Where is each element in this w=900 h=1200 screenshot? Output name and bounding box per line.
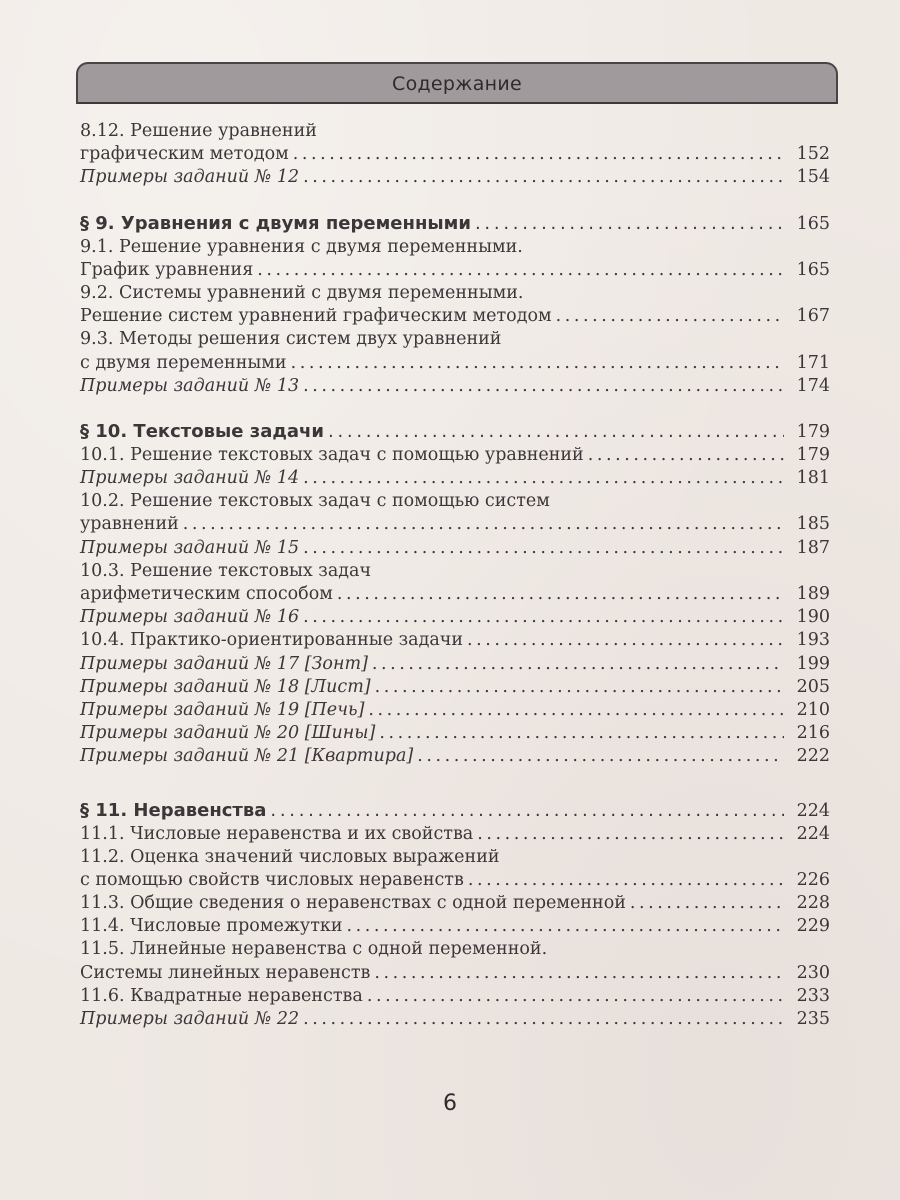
toc-entry <box>80 629 830 652</box>
dot-leader <box>303 166 784 189</box>
dot-leader <box>293 143 784 166</box>
toc-entry-label: арифметическим способом <box>80 584 333 604</box>
dot-leader <box>467 629 784 652</box>
toc-section-heading <box>80 419 830 444</box>
toc-entry-label: Примеры заданий № 15 <box>80 537 300 558</box>
dot-leader <box>303 606 784 629</box>
dot-leader <box>374 962 784 985</box>
toc-entry-label: 8.12. Решение уравнений <box>80 121 317 141</box>
toc-entry-label: Примеры заданий № 19 [Печь] <box>80 699 365 720</box>
toc-entry-label: § 9. Уравнения с двумя переменными <box>80 212 471 234</box>
toc-page-number: 193 <box>796 630 830 651</box>
toc-page-number: 222 <box>796 746 830 767</box>
toc-entry-label: § 10. Текстовые задачи <box>80 420 324 442</box>
toc-page-number: 181 <box>796 468 830 489</box>
toc-entry-label: с двумя переменными <box>80 352 287 373</box>
dot-leader <box>303 375 784 398</box>
toc-page-number: 226 <box>796 869 830 890</box>
toc-entry-label: 11.5. Линейные неравенства с одной переменной. <box>80 939 548 960</box>
dot-leader <box>303 467 784 490</box>
toc-entry-label: уравнений <box>80 514 179 535</box>
toc-page-number: 199 <box>796 653 830 674</box>
dot-leader <box>257 259 784 282</box>
toc-entry-label: Примеры заданий № 13 <box>80 375 300 396</box>
toc-page-number: 235 <box>796 1009 830 1029</box>
dot-leader <box>468 869 784 892</box>
toc-entry-label: График уравнения <box>80 259 254 280</box>
toc-page-number: 230 <box>796 962 830 983</box>
table-of-contents <box>80 120 830 1031</box>
dot-leader <box>303 1008 784 1031</box>
section-spacer <box>80 398 830 419</box>
toc-entry-label: Примеры заданий № 20 [Шины] <box>80 723 376 744</box>
toc-entry <box>80 467 830 490</box>
toc-entry <box>80 915 830 938</box>
toc-entry-label: 11.4. Числовые промежутки <box>80 916 343 937</box>
toc-page-number: 189 <box>796 584 830 604</box>
toc-entry <box>80 444 830 467</box>
toc-entry <box>80 676 830 699</box>
toc-entry-label: 11.3. Общие сведения о неравенствах с одной переменной <box>80 893 626 914</box>
toc-entry-label: 9.3. Методы решения систем двух уравнений <box>80 329 502 350</box>
dot-leader <box>368 699 784 722</box>
toc-entry-label: 10.4. Практико-ориентированные задачи <box>80 630 464 651</box>
dot-leader <box>588 444 784 467</box>
toc-entry-line <box>80 282 830 305</box>
toc-page-number: 185 <box>796 514 830 535</box>
toc-entry-label: 11.2. Оценка значений числовых выражений <box>80 846 500 867</box>
toc-page-number: 167 <box>796 306 830 327</box>
dot-leader <box>367 985 784 1008</box>
toc-entry-label: Примеры заданий № 17 [Зонт] <box>80 653 368 674</box>
toc-page-number: 224 <box>796 823 830 844</box>
toc-entry-label: 11.1. Числовые неравенства и их свойства <box>80 823 474 844</box>
toc-entry-line <box>80 328 830 351</box>
toc-entry <box>80 699 830 722</box>
contents-title: Содержание <box>392 73 522 95</box>
toc-entry <box>80 166 830 189</box>
toc-entry <box>80 143 830 166</box>
toc-entry <box>80 513 830 536</box>
toc-entry-line <box>80 236 830 259</box>
section-spacer <box>80 769 830 798</box>
toc-page-number: 216 <box>796 723 830 744</box>
toc-entry <box>80 745 830 768</box>
toc-page-number: 224 <box>796 800 830 821</box>
toc-entry-label: с помощью свойств числовых неравенств <box>80 869 464 890</box>
toc-entry-line <box>80 938 830 961</box>
toc-entry <box>80 1008 830 1031</box>
toc-entry-label: Примеры заданий № 12 <box>80 167 300 188</box>
toc-entry-label: Решение систем уравнений графическим методом <box>80 306 552 327</box>
dot-leader <box>291 352 784 375</box>
toc-entry <box>80 375 830 398</box>
toc-entry-line <box>80 560 830 583</box>
toc-entry <box>80 305 830 328</box>
dot-leader <box>270 798 784 823</box>
toc-section-heading <box>80 798 830 823</box>
toc-entry-label: 10.2. Решение текстовых задач с помощью систем <box>80 491 550 512</box>
toc-page-number: 154 <box>796 167 830 188</box>
toc-entry <box>80 537 830 560</box>
toc-entry-line <box>80 846 830 869</box>
toc-page-number: 210 <box>796 699 830 720</box>
dot-leader <box>556 305 784 328</box>
toc-page-number: 229 <box>796 916 830 937</box>
dot-leader <box>346 915 784 938</box>
toc-page-number: 152 <box>796 144 830 165</box>
toc-entry-label: Примеры заданий № 21 [Квартира] <box>80 746 414 767</box>
toc-page-number: 233 <box>796 985 830 1006</box>
toc-section-heading <box>80 211 830 236</box>
toc-entry-label: Примеры заданий № 16 <box>80 607 300 628</box>
toc-page-number: 187 <box>796 537 830 558</box>
toc-page-number: 205 <box>796 676 830 697</box>
toc-entry-label: 10.1. Решение текстовых задач с помощью уравнений <box>80 444 584 465</box>
toc-entry-label: Системы линейных неравенств <box>80 962 371 983</box>
toc-page-number: 174 <box>796 375 830 396</box>
toc-entry <box>80 985 830 1008</box>
toc-page-number: 165 <box>796 213 830 234</box>
toc-entry-label: Примеры заданий № 14 <box>80 468 300 489</box>
dot-leader <box>375 676 784 699</box>
toc-entry <box>80 869 830 892</box>
toc-entry-line <box>80 120 830 143</box>
dot-leader <box>303 537 784 560</box>
toc-entry <box>80 823 830 846</box>
dot-leader <box>379 722 784 745</box>
toc-entry-label: графическим методом <box>80 144 289 165</box>
dot-leader <box>337 583 784 606</box>
toc-page-number: 179 <box>796 421 830 442</box>
contents-header-bar <box>76 62 838 104</box>
toc-entry <box>80 606 830 629</box>
toc-entry <box>80 352 830 375</box>
toc-page-number: 165 <box>796 259 830 280</box>
dot-leader <box>475 211 784 236</box>
toc-entry-label: 11.6. Квадратные неравенства <box>80 985 363 1006</box>
toc-page-number: 190 <box>796 607 830 628</box>
toc-page-number: 228 <box>796 893 830 914</box>
toc-entry <box>80 722 830 745</box>
toc-entry <box>80 259 830 282</box>
toc-entry-line <box>80 490 830 513</box>
toc-entry-label: § 11. Неравенства <box>80 799 267 821</box>
page-number: 6 <box>443 1091 457 1116</box>
toc-entry-label: Примеры заданий № 22 <box>80 1009 300 1029</box>
dot-leader <box>372 653 784 676</box>
toc-entry-label: Примеры заданий № 18 [Лист] <box>80 676 371 697</box>
dot-leader <box>417 745 784 768</box>
toc-entry <box>80 583 830 606</box>
toc-entry <box>80 962 830 985</box>
toc-entry <box>80 653 830 676</box>
dot-leader <box>183 513 784 536</box>
toc-page-number: 171 <box>796 352 830 373</box>
toc-entry-label: 9.2. Системы уравнений с двумя переменными. <box>80 282 524 303</box>
toc-page-number: 179 <box>796 444 830 465</box>
dot-leader <box>630 892 784 915</box>
toc-entry <box>80 892 830 915</box>
toc-entry-label: 9.1. Решение уравнения с двумя переменными. <box>80 236 523 257</box>
dot-leader <box>477 823 784 846</box>
section-spacer <box>80 190 830 211</box>
dot-leader <box>328 419 784 444</box>
toc-entry-label: 10.3. Решение текстовых задач <box>80 560 372 581</box>
